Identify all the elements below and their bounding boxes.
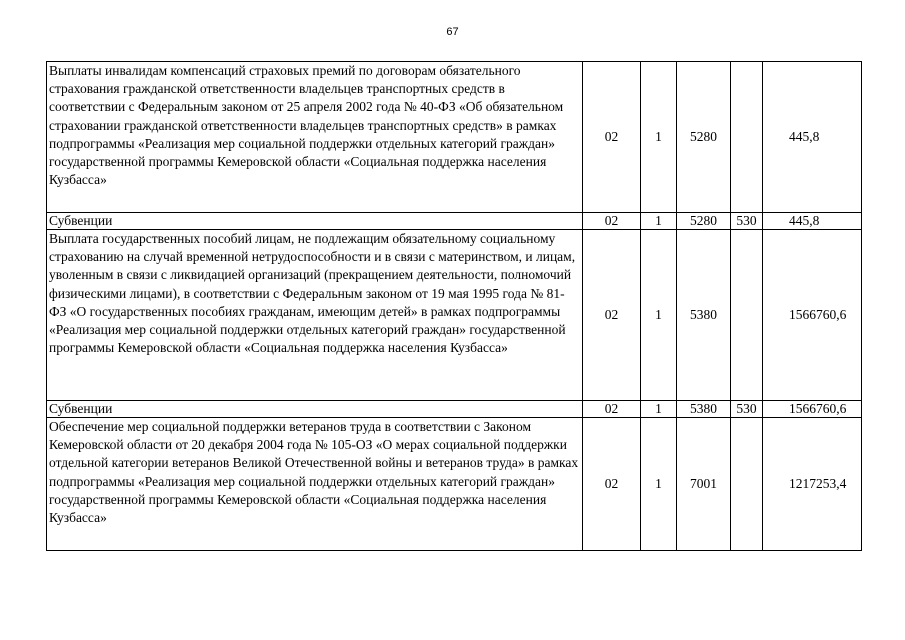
row-code-program: 02	[583, 213, 641, 230]
row-code-subprogram: 1	[641, 418, 677, 551]
row-code-program: 02	[583, 401, 641, 418]
row-code-expense-type	[731, 230, 763, 401]
table-row	[47, 230, 862, 401]
row-description: Субвенции	[47, 401, 583, 418]
row-code-expense-type	[731, 62, 763, 213]
table-row	[47, 418, 862, 551]
row-code-direction: 5380	[677, 230, 731, 401]
row-amount: 445,8	[763, 62, 862, 213]
row-code-program: 02	[583, 62, 641, 213]
row-code-direction: 5280	[677, 62, 731, 213]
budget-table	[46, 61, 862, 551]
row-code-direction: 7001	[677, 418, 731, 551]
row-code-program: 02	[583, 230, 641, 401]
row-description: Выплата государственных пособий лицам, не подлежащим обязательному социальному страхованию на случай временной нетрудоспособности и в связи с материнством, и лицам, уволенным в связи с ликвидацией организаций (прекращением деятельности, полномочий физическими лицами), в соответствии с Федеральным законом от 19 мая 1995 года № 81-ФЗ «О государственных пособиях гражданам, имеющим детей» в рамках подпрограммы «Реализация мер социальной поддержки отдельных категорий граждан» государственной программы Кемеровской области «Социальная поддержка населения Кузбасса»	[47, 230, 583, 401]
row-code-expense-type: 530	[731, 213, 763, 230]
row-code-direction: 5280	[677, 213, 731, 230]
row-code-subprogram: 1	[641, 230, 677, 401]
row-code-subprogram: 1	[641, 62, 677, 213]
row-amount: 1217253,4	[763, 418, 862, 551]
table-row	[47, 213, 862, 230]
page-number: 67	[446, 26, 459, 38]
table-row	[47, 62, 862, 213]
row-code-subprogram: 1	[641, 401, 677, 418]
row-code-expense-type	[731, 418, 763, 551]
row-code-subprogram: 1	[641, 213, 677, 230]
row-code-program: 02	[583, 418, 641, 551]
row-description: Выплаты инвалидам компенсаций страховых премий по договорам обязательного страхования гражданской ответственности владельцев транспортных средств в соответствии с Федеральным законом от 25 апреля 2002 года № 40-ФЗ «Об обязательном страховании гражданской ответственности владельцев транспортных средств» в рамках подпрограммы «Реализация мер социальной поддержки отдельных категорий граждан» государственной программы Кемеровской области «Социальная поддержка населения Кузбасса»	[47, 62, 583, 213]
row-description: Обеспечение мер социальной поддержки ветеранов труда в соответствии с Законом Кемеровской области от 20 декабря 2004 года № 105-ОЗ «О мерах социальной поддержки отдельной категории ветеранов Великой Отечественной войны и ветеранов труда» в рамках подпрограммы «Реализация мер социальной поддержки отдельных категорий граждан» государственной программы Кемеровской области «Социальная поддержка населения Кузбасса»	[47, 418, 583, 551]
row-amount: 1566760,6	[763, 401, 862, 418]
table-row	[47, 401, 862, 418]
row-amount: 445,8	[763, 213, 862, 230]
row-amount: 1566760,6	[763, 230, 862, 401]
row-code-direction: 5380	[677, 401, 731, 418]
row-description: Субвенции	[47, 213, 583, 230]
row-code-expense-type: 530	[731, 401, 763, 418]
